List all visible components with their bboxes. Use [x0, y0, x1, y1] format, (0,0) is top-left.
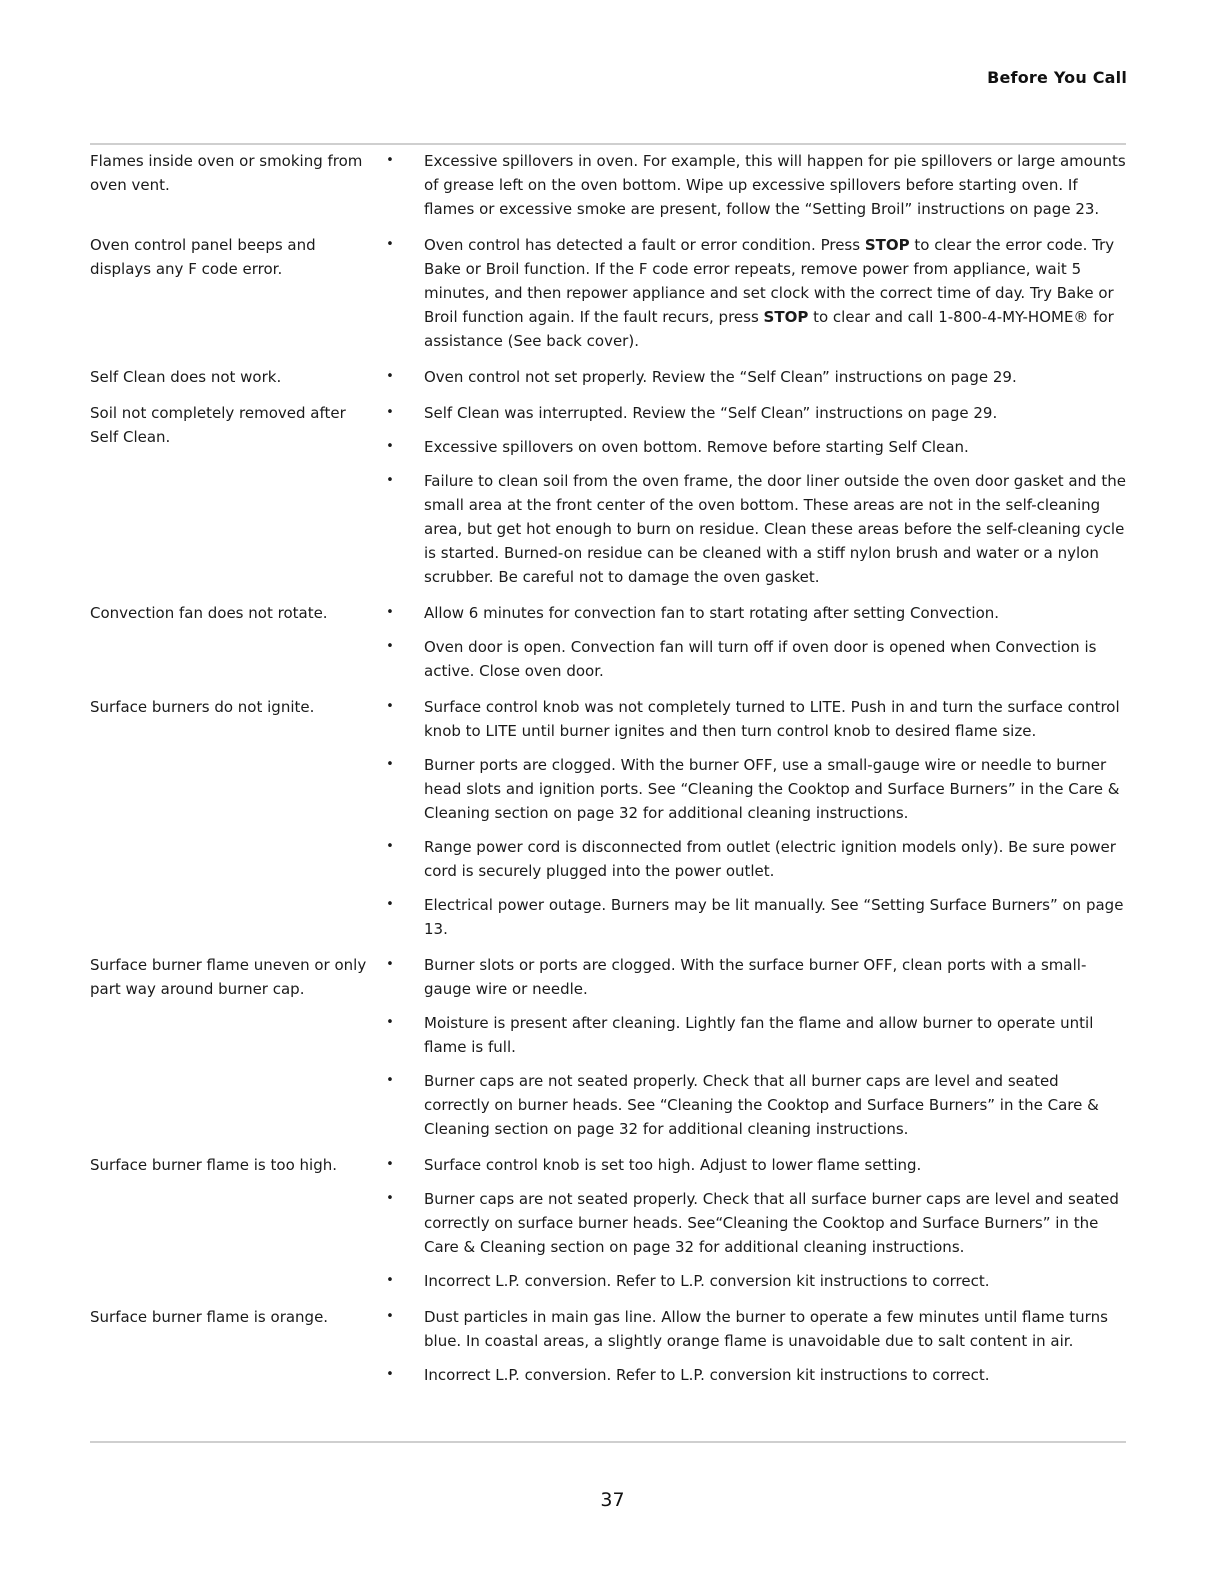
- table-row: [90, 695, 1126, 941]
- cause-list: [384, 953, 1126, 1141]
- list-item: [384, 1153, 1126, 1177]
- cause-text: Failure to clean soil from the oven frame, the door liner outside the oven door gasket and the small area at the front center of the oven bottom. These areas are not in the self-cleaning area, but get hot enough to burn on residue. Clean these areas before the self-cleaning cycle is started. Burned-on residue can be cleaned with a stiff nylon brush and water or a nylon scrubber. Be careful not to damage the oven gasket.: [424, 472, 1126, 586]
- problem-text: Oven control panel beeps and displays any F code error.: [90, 236, 316, 278]
- cause-text: Excessive spillovers on oven bottom. Remove before starting Self Clean.: [424, 438, 969, 456]
- bullet-icon: •: [386, 757, 394, 772]
- list-item: [384, 1363, 1126, 1387]
- cause-text: Oven control has detected a fault or error condition. Press: [424, 236, 865, 254]
- list-item: [384, 149, 1126, 221]
- cause-text: Oven door is open. Convection fan will turn off if oven door is opened when Convection is active. Close oven door.: [424, 638, 1097, 680]
- list-item: [384, 365, 1126, 389]
- list-item: [384, 1187, 1126, 1259]
- bottom-divider: [90, 1441, 1126, 1443]
- problem-text: Flames inside oven or smoking from oven vent.: [90, 152, 363, 194]
- page-number: 37: [600, 1489, 625, 1511]
- list-item: [384, 1011, 1126, 1059]
- bullet-icon: •: [386, 153, 394, 168]
- bullet-icon: •: [386, 605, 394, 620]
- button-label-text: STOP: [864, 236, 910, 254]
- bullet-icon: •: [386, 639, 394, 654]
- cause-list: [384, 149, 1126, 221]
- problem-text: Surface burner flame uneven or only part way around burner cap.: [90, 956, 367, 998]
- list-item: [384, 469, 1126, 589]
- list-item: [384, 233, 1126, 353]
- bullet-icon: •: [386, 897, 394, 912]
- table-row: [90, 149, 1126, 221]
- cause-list: [384, 365, 1126, 389]
- problem-text: Self Clean does not work.: [90, 368, 282, 386]
- cause-list: [384, 233, 1126, 353]
- list-item: [384, 635, 1126, 683]
- bullet-icon: •: [386, 1273, 394, 1288]
- cause-text: Self Clean was interrupted. Review the “Self Clean” instructions on page 29.: [424, 404, 998, 422]
- cause-text: Surface control knob is set too high. Adjust to lower flame setting.: [424, 1156, 922, 1174]
- cause-text: Surface control knob was not completely turned to LITE. Push in and turn the surface control knob to LITE until burner ignites and then turn control knob to desired flame size.: [424, 698, 1120, 740]
- cause-list: [384, 601, 1126, 683]
- list-item: [384, 435, 1126, 459]
- list-item: [384, 835, 1126, 883]
- problem-text: Surface burners do not ignite.: [90, 698, 315, 716]
- bullet-icon: •: [386, 957, 394, 972]
- problem-text: Soil not completely removed after Self Clean.: [90, 404, 346, 446]
- cause-list: [384, 695, 1126, 941]
- table-row: [90, 233, 1126, 353]
- table-row: [90, 401, 1126, 589]
- list-item: [384, 695, 1126, 743]
- bullet-icon: •: [386, 1309, 394, 1324]
- bullet-icon: •: [386, 439, 394, 454]
- bullet-icon: •: [386, 699, 394, 714]
- cause-text: Burner caps are not seated properly. Check that all surface burner caps are level and seated correctly on surface burner heads. See“Cleaning the Cooktop and Surface Burners” in the Care & Cleaning section on page 32 for additional cleaning instructions.: [424, 1190, 1119, 1256]
- bullet-icon: •: [386, 237, 394, 252]
- cause-text: to clear the error code. Try Bake or Broil function. If the F code error repeats, remove power from appliance, wait 5 minutes, and then repower appliance and set clock with the correct time of day. Try Bake or Broil function again. If the fault recurs, press: [424, 236, 1115, 326]
- cause-text: Burner slots or ports are clogged. With the surface burner OFF, clean ports with a small-gauge wire or needle.: [424, 956, 1087, 998]
- cause-list: [384, 401, 1126, 589]
- list-item: [384, 953, 1126, 1001]
- list-item: [384, 1069, 1126, 1141]
- list-item: [384, 601, 1126, 625]
- button-label-text: STOP: [763, 308, 809, 326]
- bullet-icon: •: [386, 473, 394, 488]
- cause-text: Incorrect L.P. conversion. Refer to L.P. conversion kit instructions to correct.: [424, 1272, 990, 1290]
- bullet-icon: •: [386, 1157, 394, 1172]
- page-header-title: Before You Call: [987, 68, 1127, 87]
- problem-text: Surface burner flame is too high.: [90, 1156, 337, 1174]
- table-row: [90, 953, 1126, 1141]
- bullet-icon: •: [386, 369, 394, 384]
- problem-text: Convection fan does not rotate.: [90, 604, 328, 622]
- cause-list: [384, 1305, 1126, 1387]
- cause-text: Dust particles in main gas line. Allow the burner to operate a few minutes until flame turns blue. In coastal areas, a slightly orange flame is unavoidable due to salt content in air.: [424, 1308, 1108, 1350]
- bullet-icon: •: [386, 1073, 394, 1088]
- bullet-icon: •: [386, 405, 394, 420]
- cause-text: Oven control not set properly. Review the “Self Clean” instructions on page 29.: [424, 368, 1017, 386]
- cause-text: Allow 6 minutes for convection fan to start rotating after setting Convection.: [424, 604, 1000, 622]
- list-item: [384, 893, 1126, 941]
- bullet-icon: •: [386, 1191, 394, 1206]
- top-divider: [90, 143, 1126, 145]
- cause-text: Electrical power outage. Burners may be lit manually. See “Setting Surface Burners” on page 13.: [424, 896, 1124, 938]
- cause-text: Moisture is present after cleaning. Lightly fan the flame and allow burner to operate until flame is full.: [424, 1014, 1094, 1056]
- bullet-icon: •: [386, 1367, 394, 1382]
- troubleshooting-table: [90, 149, 1126, 1399]
- cause-text: to clear and call 1-800-4-MY-HOME® for assistance (See back cover).: [424, 308, 1114, 350]
- bullet-icon: •: [386, 1015, 394, 1030]
- problem-text: Surface burner flame is orange.: [90, 1308, 329, 1326]
- list-item: [384, 1269, 1126, 1293]
- cause-text: Burner caps are not seated properly. Check that all burner caps are level and seated correctly on burner heads. See “Cleaning the Cooktop and Surface Burners” in the Care & Cleaning section on page 32 for additional cleaning instructions.: [424, 1072, 1099, 1138]
- cause-text: Excessive spillovers in oven. For example, this will happen for pie spillovers or large amounts of grease left on the oven bottom. Wipe up excessive spillovers before starting oven. If flames or excessive smoke are present, follow the “Setting Broil” instructions on page 23.: [424, 152, 1126, 218]
- cause-list: [384, 1153, 1126, 1293]
- cause-text: Range power cord is disconnected from outlet (electric ignition models only). Be sure power cord is securely plugged into the power outlet.: [424, 838, 1116, 880]
- list-item: [384, 401, 1126, 425]
- table-row: [90, 1153, 1126, 1293]
- cause-text: Incorrect L.P. conversion. Refer to L.P. conversion kit instructions to correct.: [424, 1366, 990, 1384]
- table-row: [90, 601, 1126, 683]
- bullet-icon: •: [386, 839, 394, 854]
- list-item: [384, 1305, 1126, 1353]
- list-item: [384, 753, 1126, 825]
- table-row: [90, 365, 1126, 389]
- cause-text: Burner ports are clogged. With the burner OFF, use a small-gauge wire or needle to burner head slots and ignition ports. See “Cleaning the Cooktop and Surface Burners” in the Care & Cleaning section on page 32 for additional cleaning instructions.: [424, 756, 1120, 822]
- table-row: [90, 1305, 1126, 1387]
